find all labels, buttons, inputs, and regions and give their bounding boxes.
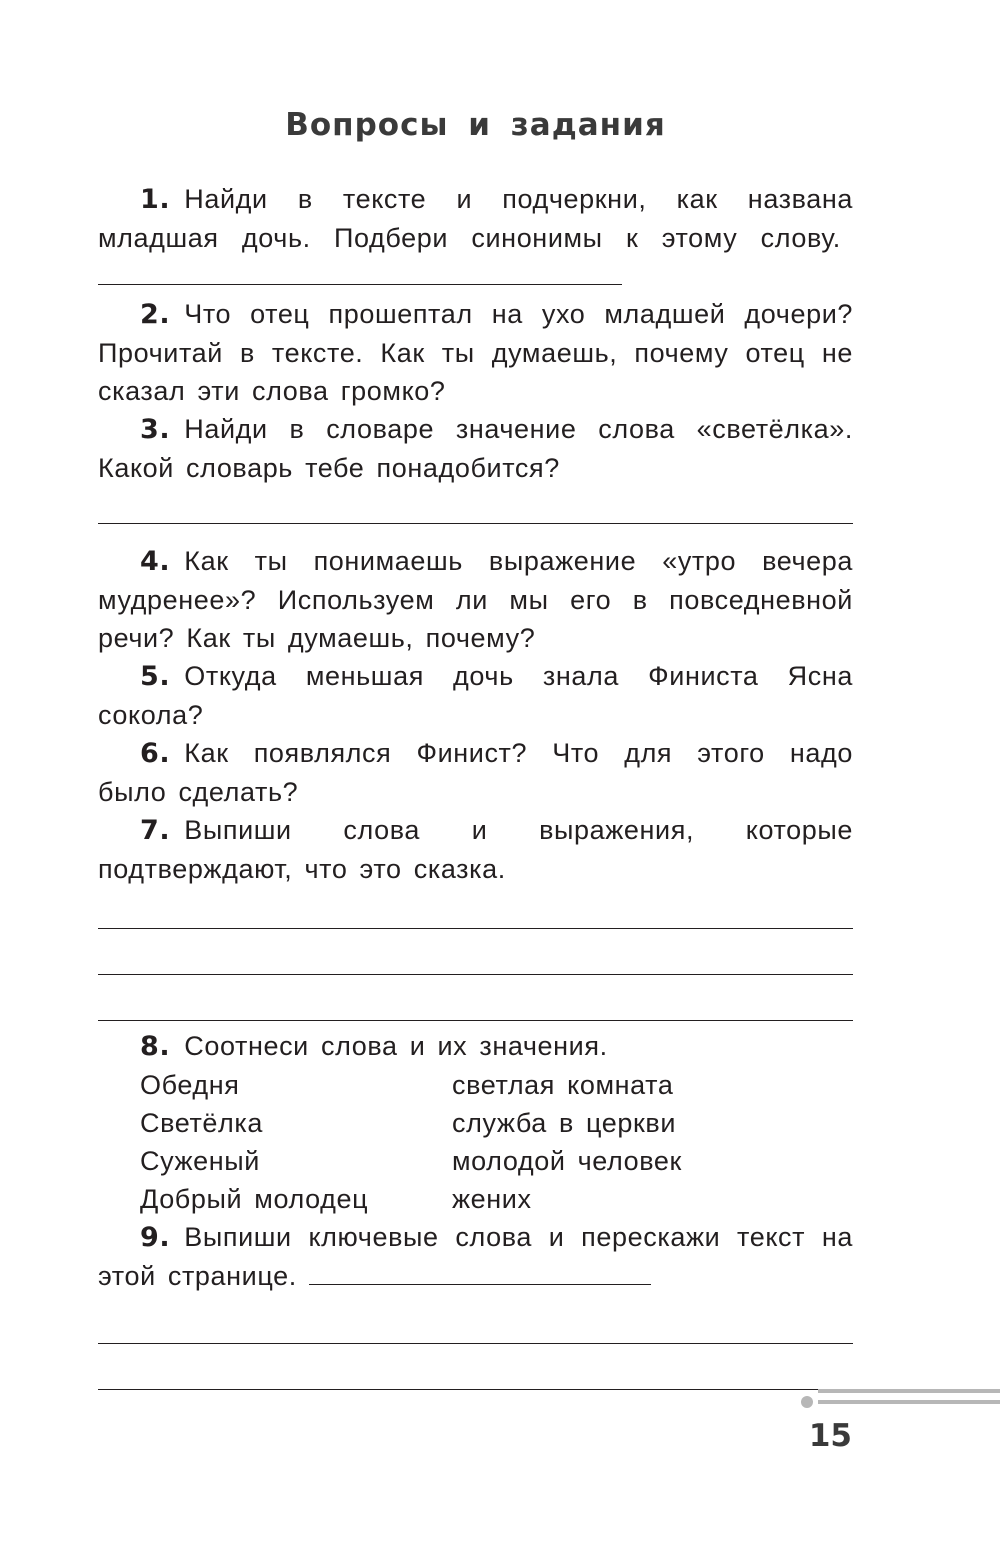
matching-meaning[interactable]: служба в церкви bbox=[452, 1108, 677, 1138]
task-8 bbox=[98, 1027, 853, 1066]
task-3 bbox=[98, 410, 853, 487]
matching-word[interactable]: Добрый молодец bbox=[140, 1184, 369, 1214]
matching-word[interactable]: Суженый bbox=[140, 1146, 260, 1176]
page-title: Вопросы и задания bbox=[285, 107, 666, 143]
answer-line[interactable] bbox=[98, 1344, 853, 1390]
matching-meaning[interactable]: жених bbox=[452, 1184, 532, 1214]
task-1 bbox=[98, 180, 853, 295]
answer-line[interactable] bbox=[98, 487, 853, 524]
task-number: 1. bbox=[140, 184, 171, 215]
task-number: 3. bbox=[140, 414, 171, 445]
answer-line[interactable] bbox=[309, 1283, 651, 1285]
task-text: Выпиши слова и выражения, которые подтверждают, что это сказка. bbox=[98, 815, 853, 884]
task-text: Что отец прошептал на ухо младшей дочери? Прочитай в тексте. Как ты думаешь, почему отец не сказал эти слова громко? bbox=[98, 299, 853, 406]
matching-meaning[interactable]: молодой человек bbox=[452, 1146, 682, 1176]
matching-meaning[interactable]: светлая комната bbox=[452, 1070, 674, 1100]
task-number: 5. bbox=[140, 661, 171, 692]
worksheet-page bbox=[98, 104, 853, 1390]
task-text: Выпиши ключевые слова и перескажи текст на этой странице. bbox=[98, 1222, 853, 1291]
task-4 bbox=[98, 542, 853, 657]
task-9 bbox=[98, 1218, 853, 1295]
task-text: Соотнеси слова и их значения. bbox=[184, 1031, 608, 1061]
task-7 bbox=[98, 811, 853, 888]
task-number: 7. bbox=[140, 815, 171, 846]
matching-word[interactable]: Обедня bbox=[140, 1070, 240, 1100]
task-number: 8. bbox=[140, 1031, 171, 1062]
task-number: 4. bbox=[140, 546, 171, 577]
page-number: 15 bbox=[808, 1418, 852, 1454]
matching-table bbox=[98, 1066, 853, 1218]
page-corner-decoration bbox=[800, 1382, 1000, 1412]
task-text: Найди в словаре значение слова «светёлка». Какой словарь тебе понадобится? bbox=[98, 414, 853, 483]
answer-line[interactable] bbox=[98, 283, 622, 285]
answer-line[interactable] bbox=[98, 929, 853, 975]
answer-line[interactable] bbox=[98, 1295, 853, 1344]
task-text: Найди в тексте и подчеркни, как названа младшая дочь. Подбери синонимы к этому слову. bbox=[98, 184, 853, 253]
answer-line[interactable] bbox=[98, 888, 853, 929]
task-number: 2. bbox=[140, 299, 171, 330]
task-2 bbox=[98, 295, 853, 410]
task-6 bbox=[98, 734, 853, 811]
answer-line[interactable] bbox=[98, 975, 853, 1021]
task-text: Откуда меньшая дочь знала Финиста Ясна сокола? bbox=[98, 661, 853, 730]
task-text: Как появлялся Финист? Что для этого надо было сделать? bbox=[98, 738, 853, 807]
task-number: 6. bbox=[140, 738, 171, 769]
task-number: 9. bbox=[140, 1222, 171, 1253]
task-5 bbox=[98, 657, 853, 734]
matching-word[interactable]: Светёлка bbox=[140, 1108, 264, 1138]
task-text: Как ты понимаешь выражение «утро вечера мудренее»? Используем ли мы его в повседневной речи? Как ты думаешь, почему? bbox=[98, 546, 853, 653]
